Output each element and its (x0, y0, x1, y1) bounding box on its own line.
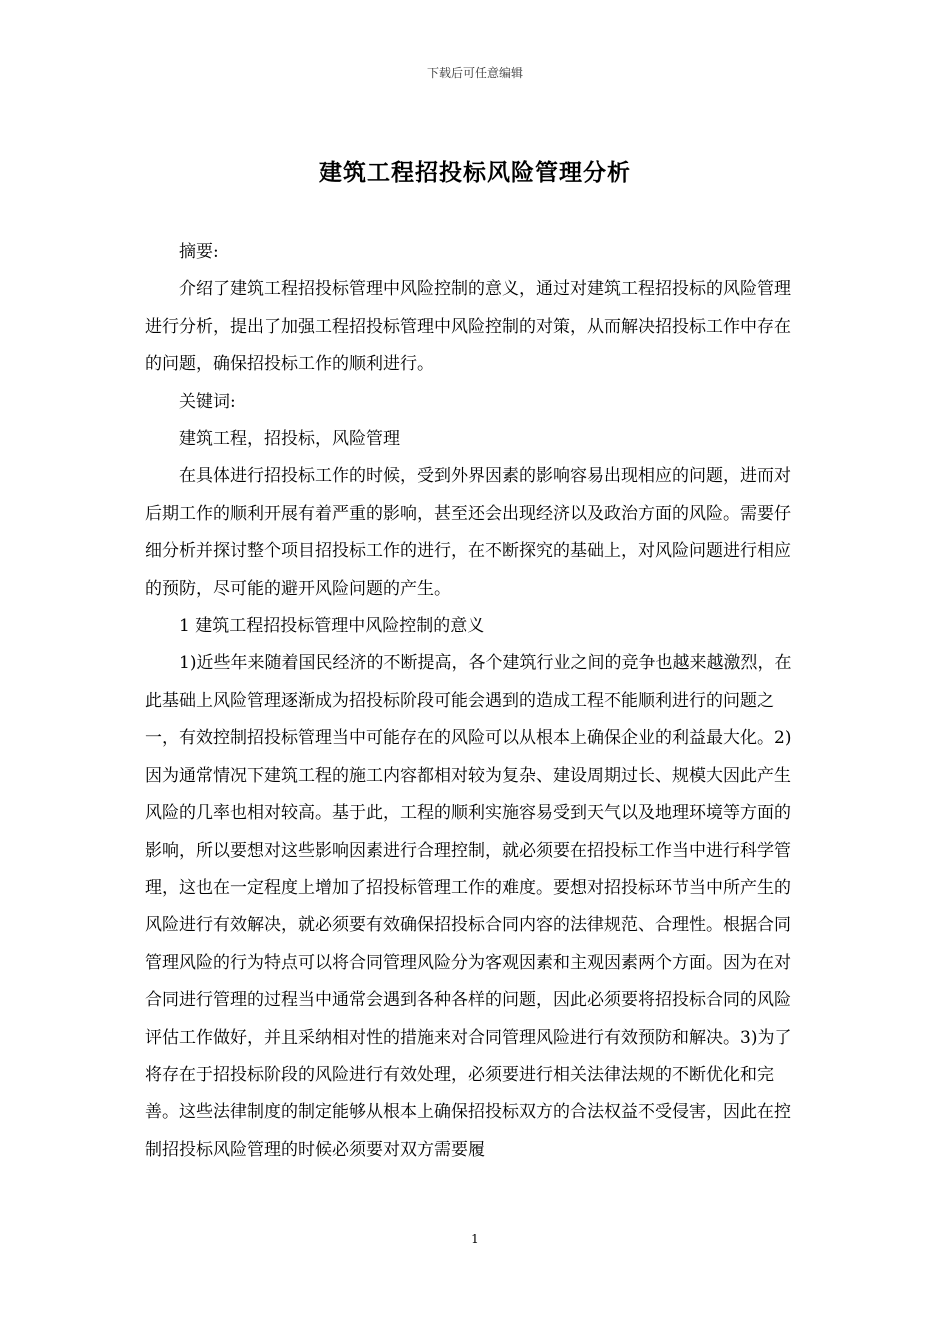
section-heading-1: 1 建筑工程招投标管理中风险控制的意义 (179, 616, 485, 637)
section-1-paragraph: 1)近些年来随着国民经济的不断提高，各个建筑行业之间的竞争也越来越激烈，在此基础上风险管理逐渐成为招投标阶段可能会遇到的造成工程不能顺利进行的问题之一，有效控制招投标管理当中可能存在的风险可以从根本上确保企业的利益最大化。2)因为通常情况下建筑工程的施工内容都相对较为复杂、建设周期过长、规模大因此产生风险的几率也相对较高。基于此，工程的顺利实施容易受到天气以及地理环境等方面的影响，所以要想对这些影响因素进行合理控制，就必须要在招投标工作当中进行科学管理，这也在一定程度上增加了招投标管理工作的难度。要想对招投标环节当中所产生的风险进行有效解决，就必须要有效确保招投标合同内容的法律规范、合理性。根据合同管理风险的行为特点可以将合同管理风险分为客观因素和主观因素两个方面。因为在对合同进行管理的过程当中通常会遇到各种各样的问题，因此必须要将招投标合同的风险评估工作做好，并且采纳相对性的措施来对合同管理风险进行有效预防和解决。3)为了将存在于招投标阶段的风险进行有效处理，必须要进行相关法律法规的不断优化和完善。这些法律制度的制定能够从根本上确保招投标双方的合法权益不受侵害，因此在控制招投标风险管理的时候必须要对双方需要履 (145, 653, 792, 1160)
keywords-label: 关键词: (179, 391, 236, 412)
page-header: 下载后可任意编辑 (426, 66, 523, 80)
document-body (145, 234, 807, 1169)
intro-paragraph: 在具体进行招投标工作的时候，受到外界因素的影响容易出现相应的问题，进而对后期工作的顺利开展有着严重的影响，甚至还会出现经济以及政治方面的风险。需要仔细分析并探讨整个项目招投标工作的进行，在不断探究的基础上，对风险问题进行相应的预防，尽可能的避开风险问题的产生。 (145, 466, 791, 599)
abstract-text: 介绍了建筑工程招投标管理中风险控制的意义，通过对建筑工程招投标的风险管理进行分析，提出了加强工程招投标管理中风险控制的对策，从而解决招投标工作中存在的问题，确保招投标工作的顺利进行。 (145, 279, 791, 375)
document-title: 建筑工程招投标风险管理分析 (319, 159, 631, 186)
keywords-text: 建筑工程，招投标，风险管理 (179, 429, 400, 450)
page-number: 1 (471, 1232, 479, 1246)
abstract-label: 摘要: (179, 242, 219, 262)
